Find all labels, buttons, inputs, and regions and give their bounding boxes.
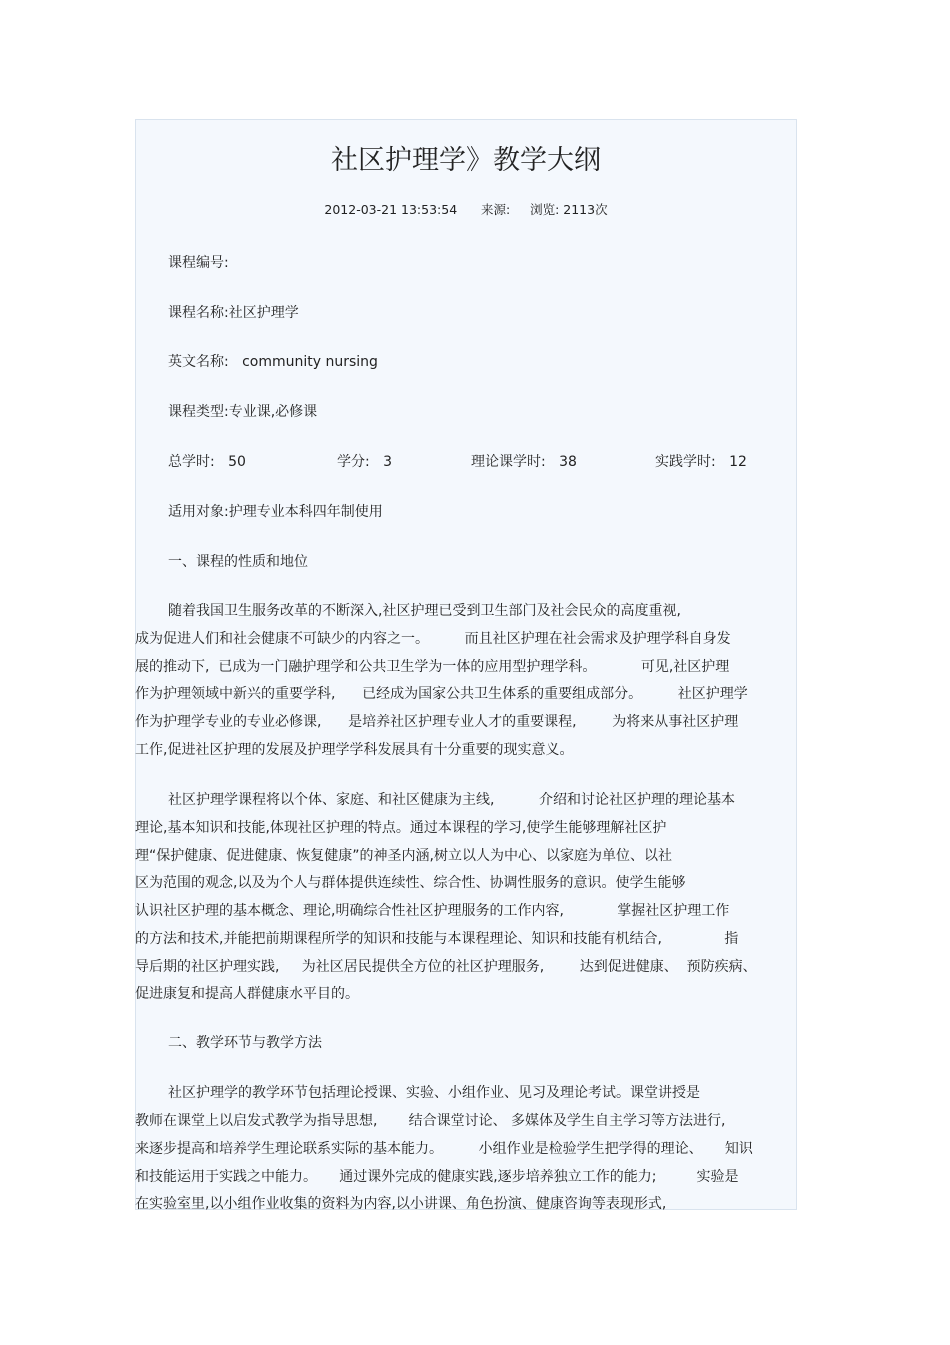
total-hours: 总学时: 50 [168, 454, 246, 470]
english-name: 英文名称: community nursing [168, 354, 378, 370]
audience: 适用对象:护理专业本科四年制使用 [168, 504, 383, 520]
course-code: 课程编号: [168, 255, 229, 271]
paragraph-line: 社区护理学的教学环节包括理论授课、实验、小组作业、见习及理论考试。课堂讲授是 [168, 1085, 700, 1101]
paragraph-line: 作为护理领域中新兴的重要学科, 已经成为国家公共卫生体系的重要组成部分。 社区护理学 [135, 686, 748, 702]
section-heading-2: 二、教学环节与教学方法 [168, 1035, 322, 1051]
page-title: 社区护理学》教学大纲 [331, 145, 601, 176]
paragraph-line: 的方法和技术,并能把前期课程所学的知识和技能与本课程理论、知识和技能有机结合, 指 [135, 931, 739, 947]
paragraph-line: 来逐步提高和培养学生理论联系实际的基本能力。 小组作业是检验学生把学得的理论、 知识 [135, 1141, 753, 1157]
paragraph-line: 展的推动下, 已成为一门融护理学和公共卫生学为一体的应用型护理学科。 可见,社区护理 [135, 659, 730, 675]
paragraph-line: 导后期的社区护理实践, 为社区居民提供全方位的社区护理服务, 达到促进健康、 预防疾病、 [135, 959, 757, 975]
credits: 学分: 3 [337, 454, 392, 470]
paragraph-line: 和技能运用于实践之中能力。 通过课外完成的健康实践,逐步培养独立工作的能力; 实验是 [135, 1169, 739, 1185]
paragraph-line: 认识社区护理的基本概念、理论,明确综合性社区护理服务的工作内容, 掌握社区护理工作 [135, 903, 730, 919]
paragraph-line: 工作,促进社区护理的发展及护理学学科发展具有十分重要的现实意义。 [135, 742, 574, 758]
theory-hours: 理论课学时: 38 [471, 454, 577, 470]
paragraph-line: 随着我国卫生服务改革的不断深入,社区护理已受到卫生部门及社会民众的高度重视, [168, 603, 681, 619]
course-type: 课程类型:专业课,必修课 [168, 404, 318, 420]
paragraph-line: 成为促进人们和社会健康不可缺少的内容之一。 而且社区护理在社会需求及护理学科自身发 [135, 631, 731, 647]
view-count: 浏览: 2113次 [530, 202, 608, 217]
publish-date: 2012-03-21 13:53:54 [324, 202, 458, 217]
course-hours-row [0, 451, 950, 471]
paragraph-line: 促进康复和提高人群健康水平目的。 [135, 986, 359, 1002]
paragraph-line: 理“保护健康、促进健康、恢复健康”的神圣内涵,树立以人为中心、以家庭为单位、以社 [135, 848, 672, 864]
course-name: 课程名称:社区护理学 [168, 305, 299, 321]
paragraph-line: 在实验室里,以小组作业收集的资料为内容,以小讲课、角色扮演、健康咨询等表现形式, [135, 1196, 667, 1212]
article-meta [135, 200, 797, 218]
source-label: 来源: [481, 202, 511, 217]
paragraph-line: 教师在课堂上以启发式教学为指导思想, 结合课堂讨论、 多媒体及学生自主学习等方法进行, [135, 1113, 726, 1129]
paragraph-line: 作为护理学专业的专业必修课, 是培养社区护理专业人才的重要课程, 为将来从事社区护理 [135, 714, 739, 730]
paragraph-line: 社区护理学课程将以个体、家庭、和社区健康为主线, 介绍和讨论社区护理的理论基本 [168, 792, 735, 808]
paragraph-line: 理论,基本知识和技能,体现社区护理的特点。通过本课程的学习,使学生能够理解社区护 [135, 820, 667, 836]
practice-hours: 实践学时: 12 [655, 454, 747, 470]
paragraph-line: 区为范围的观念,以及为个人与群体提供连续性、综合性、协调性服务的意识。使学生能够 [135, 875, 686, 891]
section-heading-1: 一、课程的性质和地位 [168, 554, 308, 570]
